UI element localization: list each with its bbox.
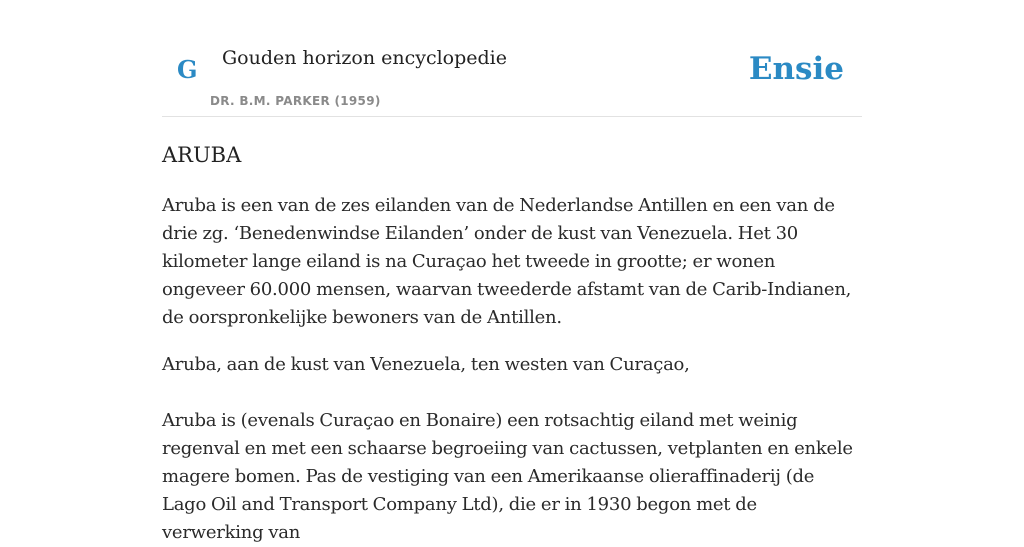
entry-paragraph: Aruba is een van de zes eilanden van de Nederlandse Antillen en een van de drie zg. ‘Benedenwindse Eilanden’ onder de kust van Venezuela. Het 30 kilometer lange eiland is na Curaçao het tweede in grootte; er wonen ongeveer 60.000 mensen, waarvan tweederde afstamt van de Carib-Indianen, de oorspronkelijke bewoners van de Antillen. [162, 195, 852, 328]
book-header [162, 0, 862, 117]
book-author: DR. B.M. PARKER (1959) [210, 94, 381, 108]
book-title[interactable]: Gouden horizon encyclopedie [222, 47, 507, 69]
ensie-logo[interactable]: Ensie [748, 51, 844, 87]
entry-content [162, 138, 862, 547]
entry-title: ARUBA [162, 143, 242, 167]
entry-paragraph: Aruba is (evenals Curaçao en Bonaire) een rotsachtig eiland met weinig regenval en met een schaarse begroeiing van cactussen, vetplanten en enkele magere bomen. Pas de vestiging van een Amerikaanse olieraffinaderij (de Lago Oil and Transport Company Ltd), die er in 1930 begon met de verwerking van [162, 410, 853, 543]
book-logo[interactable]: G [177, 55, 198, 84]
entry-paragraph: Aruba, aan de kust van Venezuela, ten westen van Curaçao, [162, 354, 690, 375]
